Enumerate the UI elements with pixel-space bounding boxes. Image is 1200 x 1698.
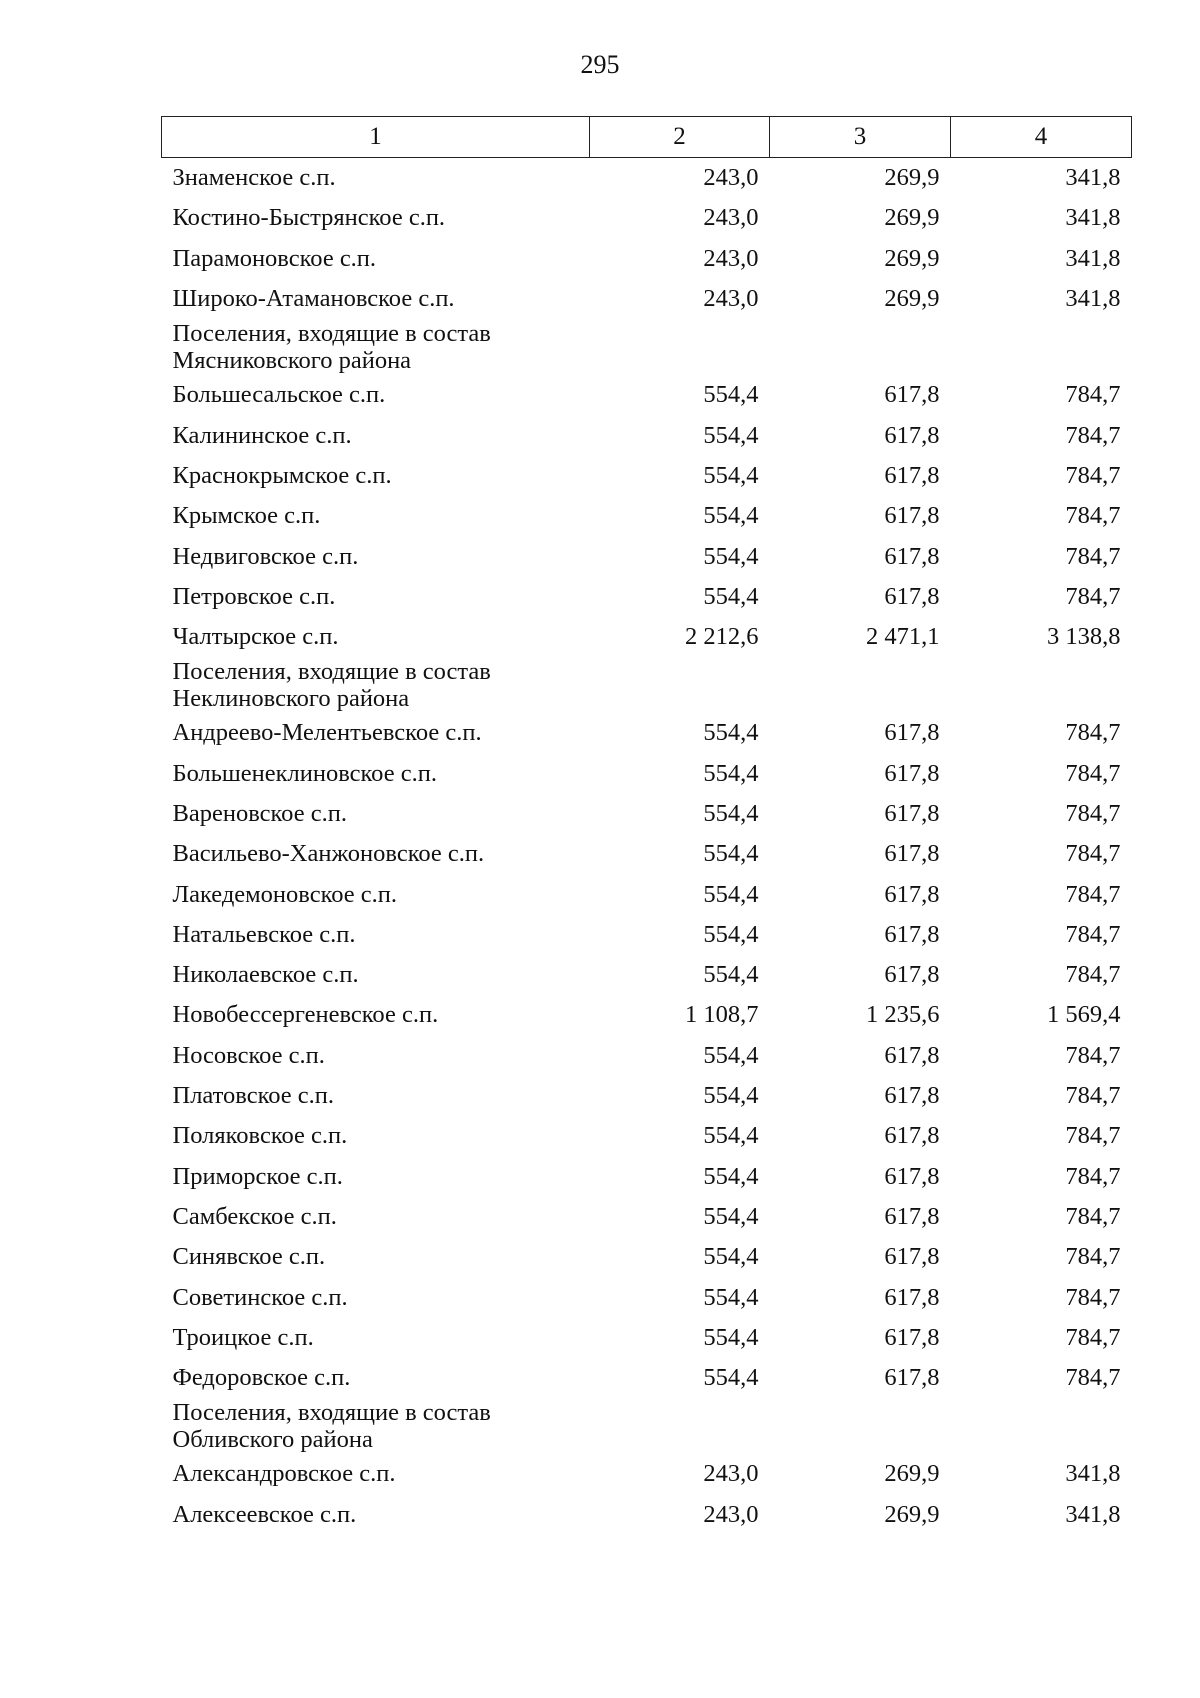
value-col-2: 554,4 xyxy=(703,961,759,989)
table-row xyxy=(162,794,1132,834)
settlement-name: Николаевское с.п. xyxy=(172,961,359,989)
value-col-2: 554,4 xyxy=(703,880,759,908)
value-col-4: 341,8 xyxy=(1065,204,1121,232)
value-col-4: 341,8 xyxy=(1065,244,1121,272)
value-col-2: 554,4 xyxy=(703,1283,759,1311)
table-row xyxy=(162,754,1132,794)
table-row xyxy=(162,415,1132,455)
table-header xyxy=(162,117,1132,158)
value-col-4: 784,7 xyxy=(1065,1364,1121,1392)
value-col-3: 617,8 xyxy=(884,880,940,908)
table-row xyxy=(162,1454,1132,1494)
settlement-name: Поляковское с.п. xyxy=(172,1122,348,1150)
column-header-1: 1 xyxy=(162,117,590,158)
table-row xyxy=(162,1237,1132,1277)
value-col-3: 617,8 xyxy=(884,759,940,787)
empty-cell xyxy=(951,319,1132,375)
empty-cell xyxy=(770,319,951,375)
settlement-name: Приморское с.п. xyxy=(172,1162,343,1190)
value-col-2: 554,4 xyxy=(703,719,759,747)
value-col-3: 617,8 xyxy=(884,421,940,449)
value-col-3: 269,9 xyxy=(884,164,940,192)
value-col-2: 554,4 xyxy=(703,840,759,868)
group-heading-row xyxy=(162,1398,1132,1454)
data-table xyxy=(161,116,1132,1535)
table-row xyxy=(162,1116,1132,1156)
settlement-name: Калининское с.п. xyxy=(172,421,352,449)
empty-cell xyxy=(951,1398,1132,1454)
empty-cell xyxy=(770,1398,951,1454)
value-col-4: 784,7 xyxy=(1065,1202,1121,1230)
settlement-name: Чалтырское с.п. xyxy=(172,623,339,651)
value-col-2: 554,4 xyxy=(703,421,759,449)
value-col-3: 617,8 xyxy=(884,1041,940,1069)
settlement-name: Самбекское с.п. xyxy=(172,1202,337,1230)
value-col-3: 617,8 xyxy=(884,381,940,409)
value-col-4: 1 569,4 xyxy=(1047,1001,1121,1029)
value-col-3: 617,8 xyxy=(884,719,940,747)
value-col-4: 784,7 xyxy=(1065,961,1121,989)
value-col-4: 784,7 xyxy=(1065,1041,1121,1069)
value-col-4: 784,7 xyxy=(1065,421,1121,449)
settlement-name: Алексеевское с.п. xyxy=(172,1500,357,1528)
table-row xyxy=(162,239,1132,279)
value-col-2: 554,4 xyxy=(703,920,759,948)
settlement-name: Федоровское с.п. xyxy=(172,1364,351,1392)
value-col-4: 784,7 xyxy=(1065,582,1121,610)
value-col-3: 269,9 xyxy=(884,244,940,272)
empty-cell xyxy=(590,657,770,713)
value-col-2: 554,4 xyxy=(703,1162,759,1190)
value-col-4: 784,7 xyxy=(1065,719,1121,747)
empty-cell xyxy=(770,657,951,713)
table-row xyxy=(162,1318,1132,1358)
group-heading-line: Поселения, входящие в состав xyxy=(172,320,491,348)
group-heading xyxy=(162,319,590,375)
value-col-3: 617,8 xyxy=(884,1323,940,1351)
value-col-3: 1 235,6 xyxy=(866,1001,940,1029)
settlement-name: Носовское с.п. xyxy=(172,1041,325,1069)
table-body xyxy=(162,158,1132,1535)
table-row xyxy=(162,1076,1132,1116)
settlement-name: Петровское с.п. xyxy=(172,582,336,610)
settlement-name: Крымское с.п. xyxy=(172,502,321,530)
value-col-2: 554,4 xyxy=(703,759,759,787)
value-col-3: 617,8 xyxy=(884,1364,940,1392)
page-number: 295 xyxy=(580,50,620,79)
value-col-4: 784,7 xyxy=(1065,1082,1121,1110)
value-col-4: 784,7 xyxy=(1065,542,1121,570)
value-col-3: 2 471,1 xyxy=(866,623,940,651)
settlement-name: Вареновское с.п. xyxy=(172,800,347,827)
value-col-4: 784,7 xyxy=(1065,381,1121,409)
value-col-3: 617,8 xyxy=(884,461,940,489)
group-heading-line: Обливского района xyxy=(172,1426,373,1454)
table-row xyxy=(162,874,1132,914)
value-col-3: 617,8 xyxy=(884,1202,940,1230)
table-row xyxy=(162,834,1132,874)
value-col-3: 617,8 xyxy=(884,582,940,610)
value-col-2: 554,4 xyxy=(703,381,759,409)
settlement-name: Большенеклиновское с.п. xyxy=(172,759,437,787)
value-col-2: 243,0 xyxy=(703,164,759,192)
table-row xyxy=(162,915,1132,955)
table-row xyxy=(162,158,1132,199)
settlement-name: Большесальское с.п. xyxy=(172,381,386,409)
group-heading-line: Поселения, входящие в состав xyxy=(172,658,491,686)
value-col-4: 784,7 xyxy=(1065,800,1121,827)
value-col-3: 617,8 xyxy=(884,542,940,570)
value-col-2: 554,4 xyxy=(703,1202,759,1230)
column-header-3: 3 xyxy=(770,117,951,158)
value-col-4: 341,8 xyxy=(1065,1460,1121,1488)
table-row xyxy=(162,713,1132,753)
group-heading-line: Неклиновского района xyxy=(172,685,410,713)
value-col-2: 243,0 xyxy=(703,285,759,313)
value-col-2: 554,4 xyxy=(703,800,759,827)
value-col-4: 784,7 xyxy=(1065,502,1121,530)
settlement-name: Знаменское с.п. xyxy=(172,164,336,192)
table-row xyxy=(162,279,1132,319)
empty-cell xyxy=(590,319,770,375)
value-col-4: 341,8 xyxy=(1065,1500,1121,1528)
value-col-4: 784,7 xyxy=(1065,840,1121,868)
settlement-name: Краснокрымское с.п. xyxy=(172,461,392,489)
value-col-2: 243,0 xyxy=(703,1500,759,1528)
value-col-2: 243,0 xyxy=(703,204,759,232)
value-col-3: 617,8 xyxy=(884,840,940,868)
table-row xyxy=(162,1277,1132,1317)
settlement-name: Парамоновское с.п. xyxy=(172,244,377,272)
value-col-2: 243,0 xyxy=(703,1460,759,1488)
value-col-2: 2 212,6 xyxy=(685,623,759,651)
group-heading-line: Мясниковского района xyxy=(172,347,412,375)
table-row xyxy=(162,1036,1132,1076)
value-col-2: 554,4 xyxy=(703,502,759,530)
value-col-2: 554,4 xyxy=(703,1323,759,1351)
value-col-2: 554,4 xyxy=(703,542,759,570)
group-heading xyxy=(162,657,590,713)
value-col-2: 554,4 xyxy=(703,1082,759,1110)
value-col-4: 784,7 xyxy=(1065,1243,1121,1271)
value-col-4: 341,8 xyxy=(1065,164,1121,192)
value-col-3: 269,9 xyxy=(884,204,940,232)
table-row xyxy=(162,1358,1132,1398)
value-col-3: 617,8 xyxy=(884,1122,940,1150)
value-col-4: 341,8 xyxy=(1065,285,1121,313)
header-row xyxy=(162,117,1132,158)
table-row xyxy=(162,1157,1132,1197)
value-col-3: 617,8 xyxy=(884,1283,940,1311)
value-col-3: 617,8 xyxy=(884,920,940,948)
settlement-name: Андреево-Мелентьевское с.п. xyxy=(172,719,482,747)
value-col-3: 617,8 xyxy=(884,1243,940,1271)
table-row xyxy=(162,536,1132,576)
settlement-name: Синявское с.п. xyxy=(172,1243,326,1271)
value-col-2: 554,4 xyxy=(703,461,759,489)
value-col-4: 784,7 xyxy=(1065,1283,1121,1311)
value-col-4: 784,7 xyxy=(1065,1122,1121,1150)
value-col-2: 243,0 xyxy=(703,244,759,272)
value-col-2: 554,4 xyxy=(703,1243,759,1271)
value-col-2: 1 108,7 xyxy=(685,1001,759,1029)
table-row xyxy=(162,577,1132,617)
table-row xyxy=(162,995,1132,1035)
table-row xyxy=(162,456,1132,496)
group-heading xyxy=(162,1398,590,1454)
table-row xyxy=(162,1197,1132,1237)
table-row xyxy=(162,496,1132,536)
settlement-name: Новобессергеневское с.п. xyxy=(172,1001,439,1029)
table-row xyxy=(162,617,1132,657)
table-row xyxy=(162,1495,1132,1535)
value-col-4: 784,7 xyxy=(1065,880,1121,908)
settlement-name: Александровское с.п. xyxy=(172,1460,396,1488)
settlement-name: Платовское с.п. xyxy=(172,1082,335,1110)
group-heading-row xyxy=(162,319,1132,375)
settlement-name: Недвиговское с.п. xyxy=(172,542,359,570)
value-col-4: 784,7 xyxy=(1065,1162,1121,1190)
settlement-name: Натальевское с.п. xyxy=(172,920,356,948)
value-col-2: 554,4 xyxy=(703,1041,759,1069)
value-col-4: 784,7 xyxy=(1065,920,1121,948)
value-col-2: 554,4 xyxy=(703,1364,759,1392)
value-col-3: 269,9 xyxy=(884,1500,940,1528)
value-col-4: 3 138,8 xyxy=(1047,623,1121,651)
value-col-2: 554,4 xyxy=(703,1122,759,1150)
empty-cell xyxy=(590,1398,770,1454)
settlement-name: Троицкое с.п. xyxy=(172,1323,314,1351)
group-heading-line: Поселения, входящие в состав xyxy=(172,1399,491,1427)
value-col-4: 784,7 xyxy=(1065,461,1121,489)
settlement-name: Костино-Быстрянское с.п. xyxy=(172,204,446,232)
value-col-4: 784,7 xyxy=(1065,759,1121,787)
settlement-name: Лакедемоновское с.п. xyxy=(172,880,398,908)
value-col-3: 617,8 xyxy=(884,1162,940,1190)
value-col-3: 269,9 xyxy=(884,285,940,313)
value-col-3: 617,8 xyxy=(884,1082,940,1110)
table-row xyxy=(162,198,1132,238)
value-col-4: 784,7 xyxy=(1065,1323,1121,1351)
table-row xyxy=(162,375,1132,415)
column-header-4: 4 xyxy=(951,117,1132,158)
value-col-3: 617,8 xyxy=(884,502,940,530)
value-col-2: 554,4 xyxy=(703,582,759,610)
value-col-3: 269,9 xyxy=(884,1460,940,1488)
value-col-3: 617,8 xyxy=(884,800,940,827)
column-header-2: 2 xyxy=(590,117,770,158)
group-heading-row xyxy=(162,657,1132,713)
table-row xyxy=(162,955,1132,995)
settlement-name: Широко-Атамановское с.п. xyxy=(172,285,455,313)
settlement-name: Васильево-Ханжоновское с.п. xyxy=(172,840,485,868)
empty-cell xyxy=(951,657,1132,713)
value-col-3: 617,8 xyxy=(884,961,940,989)
settlement-name: Советинское с.п. xyxy=(172,1283,348,1311)
